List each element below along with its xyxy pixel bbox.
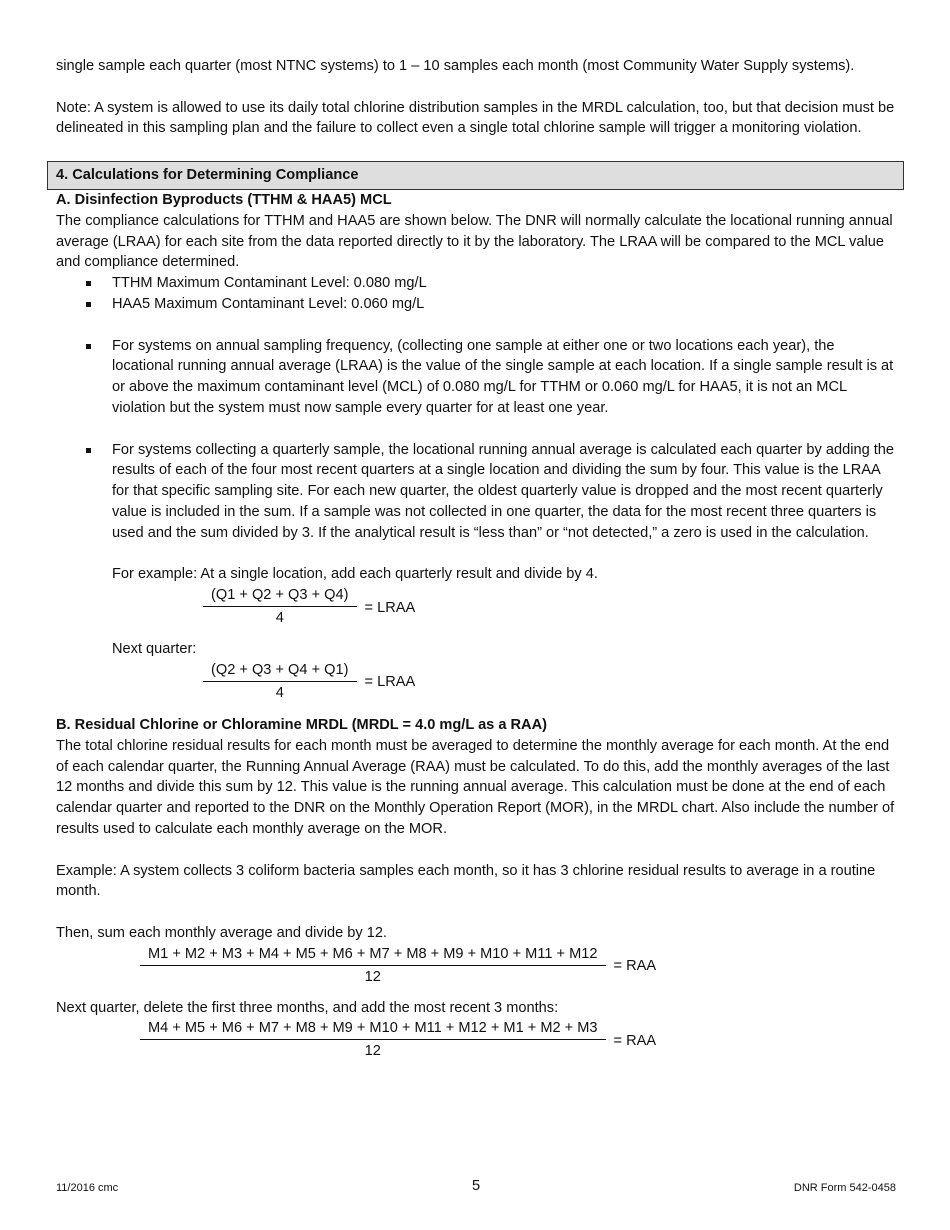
quarterly-sampling-list	[56, 440, 896, 544]
formula-numerator: M1 + M2 + M3 + M4 + M5 + M6 + M7 + M8 + M9 + M10 + M11 + M12	[140, 944, 606, 966]
footer-date: 11/2016 cmc	[56, 1182, 119, 1194]
formula-denominator: 12	[364, 968, 381, 985]
list-item: TTHM Maximum Contaminant Level: 0.080 mg/L	[112, 273, 896, 294]
page-number: 5	[471, 1178, 481, 1194]
form-number: DNR Form 542-0458	[793, 1182, 896, 1194]
lraa-formula-2	[203, 660, 896, 703]
formula-result: = LRAA	[364, 674, 416, 691]
raa-formula-1	[140, 944, 896, 987]
example-intro: For example: At a single location, add each quarterly result and divide by 4.	[112, 566, 598, 583]
intro-paragraph: single sample each quarter (most NTNC systems) to 1 – 10 samples each month (most Community Water Supply systems).	[56, 58, 855, 74]
raa-formula-2	[140, 1018, 896, 1061]
section-4-title: 4. Calculations for Determining Compliance	[47, 161, 904, 190]
note-paragraph: Note: A system is allowed to use its daily total chlorine distribution samples in the MRDL calculation, too, but that decision must be delineated in this sampling plan and the failure to collect even a single total chlorine sample will trigger a monitoring violation.	[56, 99, 895, 137]
formula-numerator: M4 + M5 + M6 + M7 + M8 + M9 + M10 + M11 + M12 + M1 + M2 + M3	[140, 1018, 606, 1040]
formula-denominator: 4	[275, 684, 284, 701]
formula-numerator: (Q2 + Q3 + Q4 + Q1)	[203, 660, 357, 682]
lraa-formula-1	[203, 585, 896, 628]
next-quarter-label: Next quarter:	[112, 641, 197, 658]
example-paragraph: Example: A system collects 3 coliform bacteria samples each month, so it has 3 chlorine residual results to average in a routine month.	[56, 862, 876, 900]
then-paragraph: Then, sum each monthly average and divide by 12.	[56, 924, 387, 941]
list-item: For systems on annual sampling frequency, (collecting one sample at either one or two locations each year), the locational running annual average (LRAA) is the value of the single sample at each location. If a single sample result is at or above the maximum contaminant level (MCL) of 0.080 mg/L for TTHM or 0.060 mg/L for HAA5, it is not an MCL violation but the system must now sample every quarter for at least one year.	[112, 336, 896, 419]
list-item: For systems collecting a quarterly sample, the locational running annual average is calculated each quarter by adding the results of each of the four most recent quarters at a single location and dividing the sum by four. This value is the LRAA for that specific sampling site. For each new quarter, the oldest quarterly value is dropped and the most recent quarterly value is included in the sum. If a sample was not collected in one quarter, the data for the most recent three quarters is used and the sum divided by 3. If the analytical result is “less than” or “not detected,” a zero is used in the calculation.	[112, 440, 896, 544]
part-a-heading: A. Disinfection Byproducts (TTHM & HAA5) MCL	[56, 191, 392, 208]
annual-sampling-list	[56, 336, 896, 419]
mcl-limits-list	[56, 273, 896, 315]
formula-result: = LRAA	[364, 599, 416, 616]
list-item: HAA5 Maximum Contaminant Level: 0.060 mg/L	[112, 294, 896, 315]
part-a-body: The compliance calculations for TTHM and HAA5 are shown below. The DNR will normally calculate the locational running annual average (LRAA) for each site from the data reported directly to it by the laboratory. The LRAA will be compared to the MCL value and compliance determined.	[56, 212, 893, 271]
part-b-heading: B. Residual Chlorine or Chloramine MRDL (MRDL = 4.0 mg/L as a RAA)	[56, 716, 547, 733]
page-footer	[56, 1178, 896, 1198]
next-quarter-paragraph: Next quarter, delete the first three months, and add the most recent 3 months:	[56, 999, 559, 1016]
formula-denominator: 4	[275, 610, 284, 627]
document-page	[56, 56, 896, 1061]
formula-numerator: (Q1 + Q2 + Q3 + Q4)	[203, 585, 357, 607]
formula-denominator: 12	[364, 1043, 381, 1060]
part-b-body: The total chlorine residual results for each month must be averaged to determine the monthly average for each month. At the end of each calendar quarter, the Running Annual Average (RAA) must be calculated. To do this, add the monthly averages of the last 12 months and divide this sum by 12. This value is the running annual average. This calculation must be done at the end of each calendar quarter and reported to the DNR on the Monthly Operation Report (MOR), in the MRDL chart. Also include the number of results used to calculate each monthly average on the MOR.	[56, 737, 895, 837]
formula-result: = RAA	[613, 958, 657, 975]
formula-result: = RAA	[613, 1032, 657, 1049]
